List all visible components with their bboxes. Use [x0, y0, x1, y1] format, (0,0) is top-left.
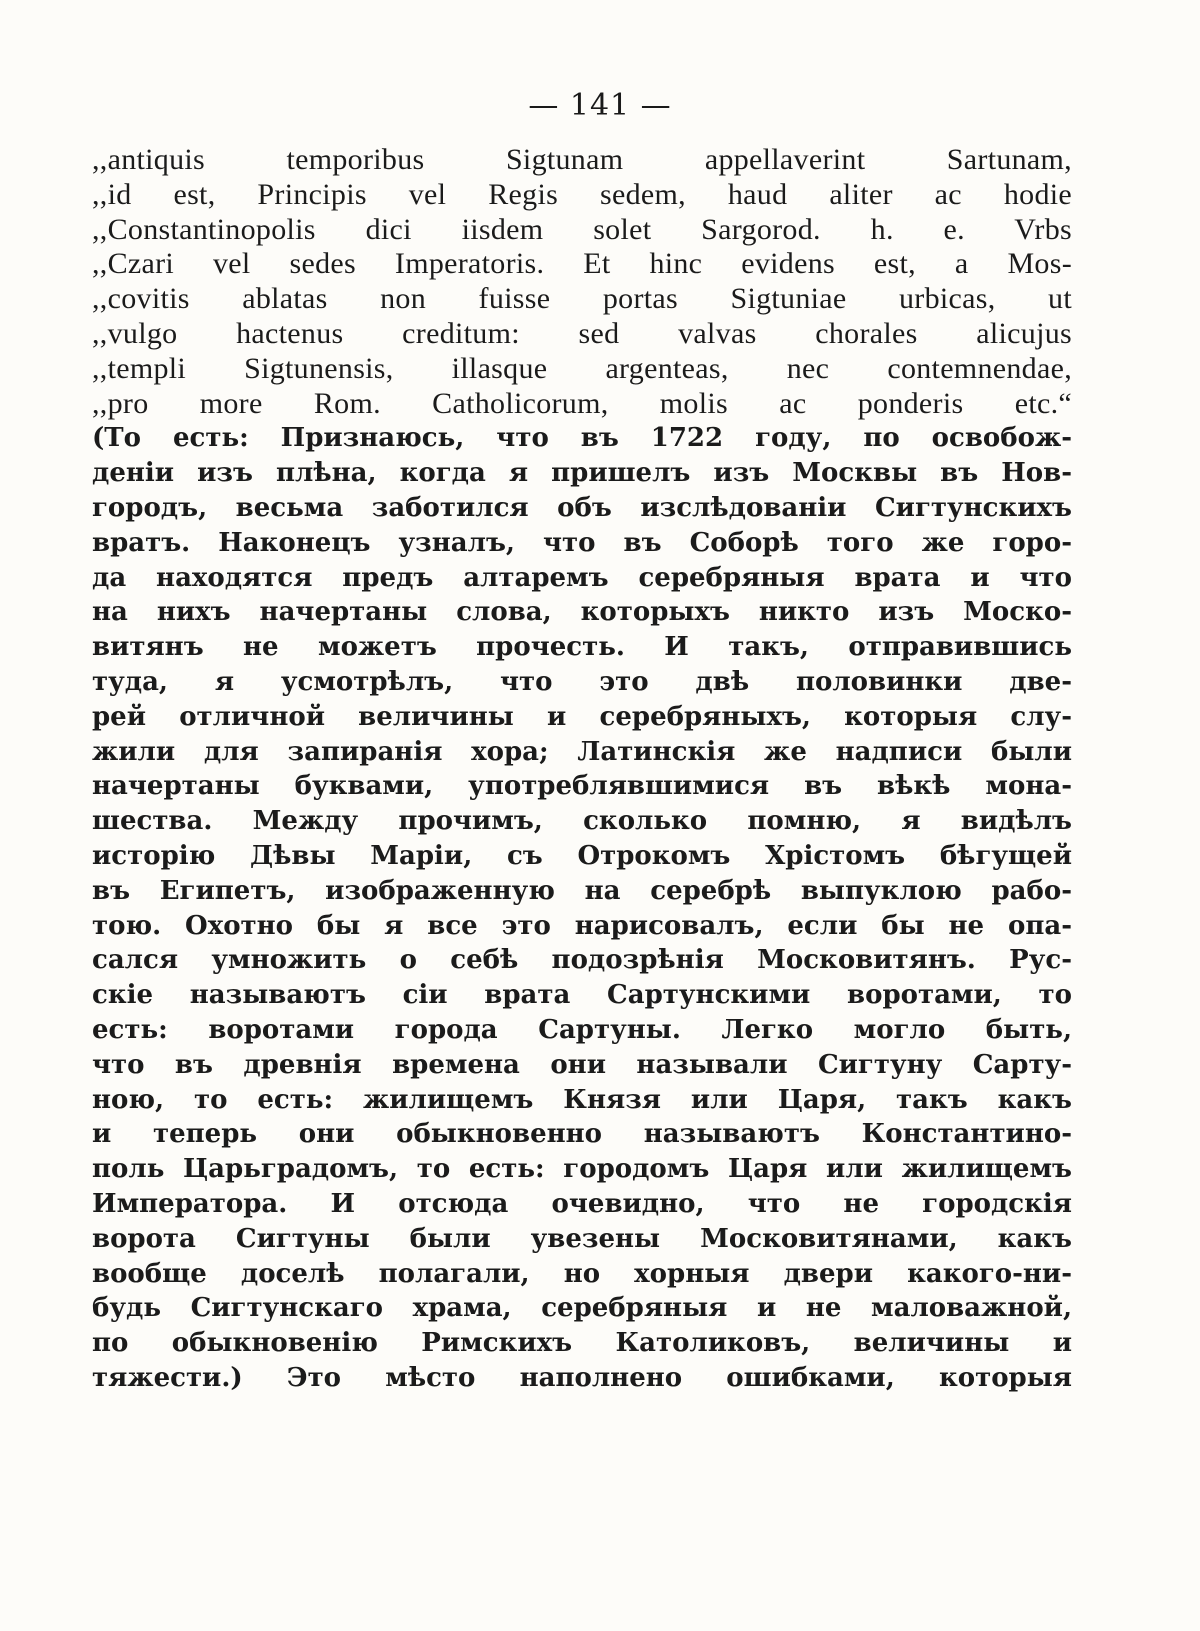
text-line: жили для запиранія хора; Латинскія же надписи были: [92, 736, 1072, 767]
body-text: [92, 143, 1072, 1396]
text-line: въ Египетъ, изображенную на серебрѣ выпуклою рабо-: [92, 875, 1072, 906]
text-line: городъ, весьма заботился объ изслѣдованіи Сигтунскихъ: [92, 492, 1072, 523]
text-line: сался умножить о себѣ подозрѣнія Московитянъ. Рус-: [92, 945, 1072, 976]
text-line: ,,pro more Rom. Catholicorum, molis ac ponderis etc.“: [92, 386, 1072, 420]
page-number: — 141 —: [528, 88, 672, 123]
text-line: по обыкновенію Римскихъ Католиковъ, величины и: [92, 1328, 1072, 1359]
text-line: ,,covitis ablatas non fuisse portas Sigtuniae urbicas, ut: [92, 282, 1072, 316]
text-line: тою. Охотно бы я все это нарисовалъ, если бы не опа-: [92, 910, 1072, 941]
text-line: будь Сигтунскаго храма, серебряныя и не маловажной,: [92, 1293, 1072, 1324]
text-line: ,,id est, Principis vel Regis sedem, haud aliter ac hodie: [92, 177, 1072, 211]
text-line: ,,vulgo hactenus creditum: sed valvas chorales alicujus: [92, 316, 1072, 350]
text-line: начертаны буквами, употреблявшимися въ вѣкѣ мона-: [92, 771, 1072, 802]
text-line: тяжести.) Это мѣсто наполнено ошибками, которыя: [92, 1362, 1072, 1393]
text-line: рей отличной величины и серебряныхъ, которыя слу-: [92, 701, 1072, 732]
text-line: Императора. И отсюда очевидно, что не городскія: [92, 1188, 1072, 1219]
text-line: что въ древнія времена они называли Сигтуну Сарту-: [92, 1049, 1072, 1080]
text-line: и теперь они обыкновенно называютъ Константино-: [92, 1119, 1072, 1150]
text-line: есть: воротами города Сартуны. Легко могло быть,: [92, 1014, 1072, 1045]
text-line: (То есть: Признаюсь, что въ 1722 году, по освобож-: [92, 423, 1072, 454]
text-line: да находятся предъ алтаремъ серебряныя врата и что: [92, 562, 1072, 593]
text-line: на нихъ начертаны слова, которыхъ никто изъ Моско-: [92, 597, 1072, 628]
text-line: ною, то есть: жилищемъ Князя или Царя, такъ какъ: [92, 1084, 1072, 1115]
text-line: шества. Между прочимъ, сколько помню, я видѣлъ: [92, 806, 1072, 837]
text-line: ворота Сигтуны были увезены Московитянами, какъ: [92, 1223, 1072, 1254]
text-line: ,,antiquis temporibus Sigtunam appellaverint Sartunam,: [92, 143, 1072, 176]
text-line: ,,Czari vel sedes Imperatoris. Et hinc evidens est, a Mos-: [92, 247, 1072, 281]
text-line: ,,templi Sigtunensis, illasque argenteas, nec contemnendae,: [92, 351, 1072, 385]
text-line: ,,Constantinopolis dici iisdem solet Sargorod. h. e. Vrbs: [92, 212, 1072, 246]
text-line: вообще доселѣ полагали, но хорныя двери какого-ни-: [92, 1258, 1072, 1289]
text-line: исторію Дѣвы Маріи, съ Отрокомъ Хрістомъ бѣгущей: [92, 840, 1072, 871]
text-line: скіе называютъ сіи врата Сартунскими воротами, то: [92, 980, 1072, 1011]
text-line: деніи изъ плѣна, когда я пришелъ изъ Москвы въ Нов-: [92, 458, 1072, 489]
text-line: витянъ не можетъ прочесть. И такъ, отправившись: [92, 632, 1072, 663]
text-line: вратъ. Наконецъ узналъ, что въ Соборѣ того же горо-: [92, 527, 1072, 558]
text-line: туда, я усмотрѣлъ, что это двѣ половинки две-: [92, 666, 1072, 697]
text-line: поль Царьградомъ, то есть: городомъ Царя или жилищемъ: [92, 1154, 1072, 1185]
